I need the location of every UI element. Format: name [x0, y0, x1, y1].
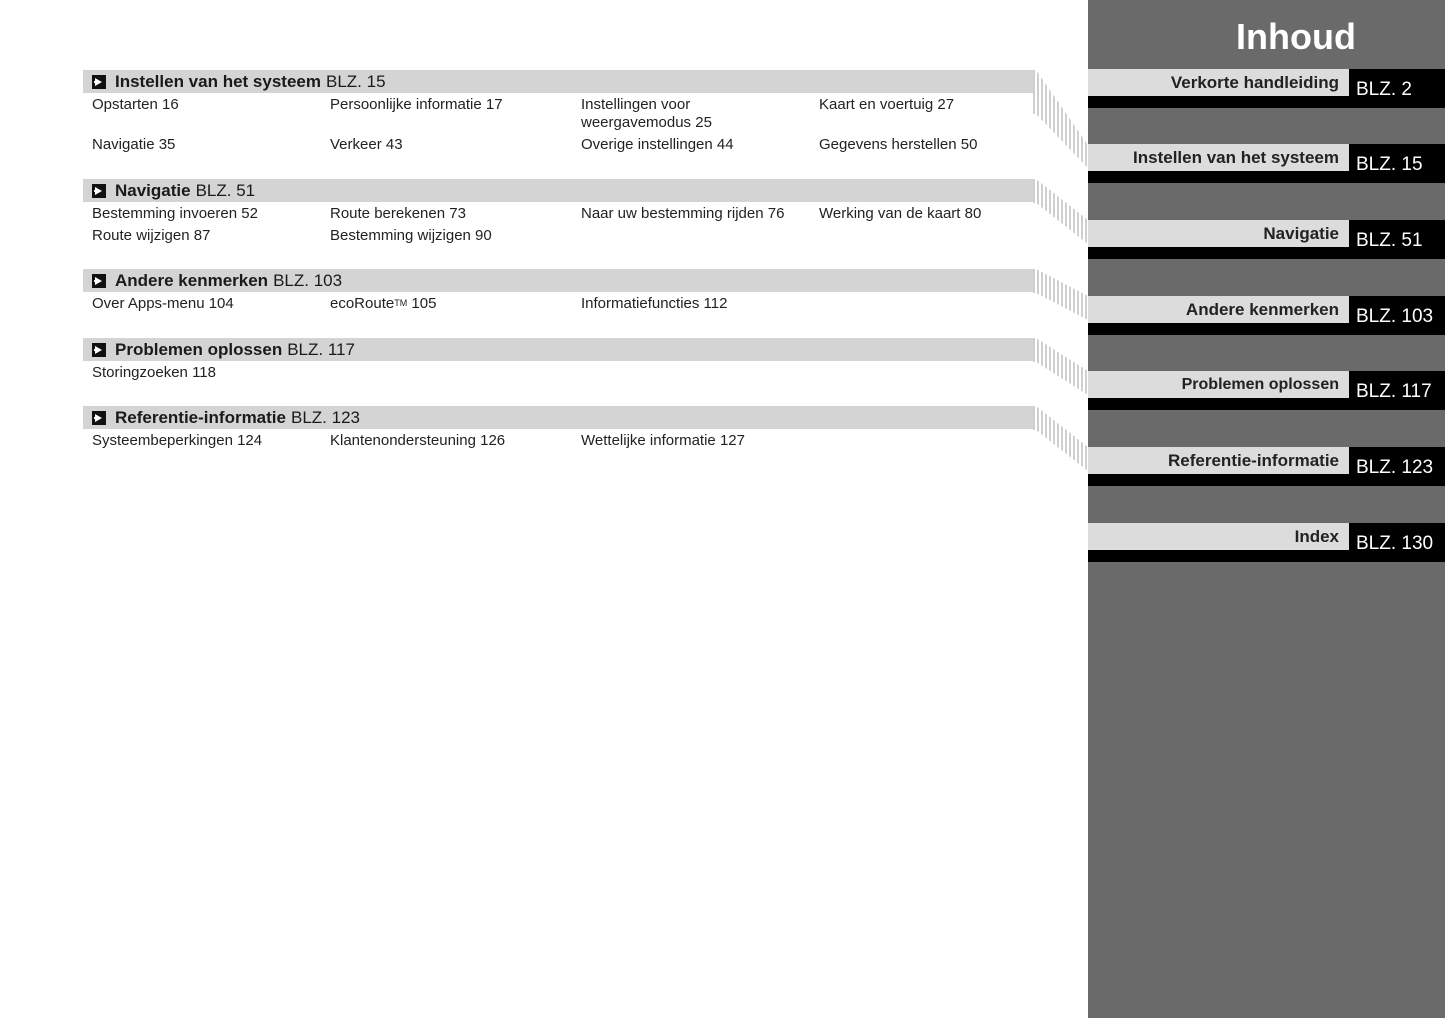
arrow-right-icon [92, 274, 106, 288]
tab-label: Instellen van het systeem [1088, 144, 1349, 171]
tab-referentie-informatie[interactable] [1088, 447, 1445, 486]
sidebar [1088, 0, 1445, 1018]
toc-item-verkeer[interactable]: Verkeer 43 [330, 136, 403, 153]
toc-item-ecoroute-page: 105 [407, 295, 437, 312]
sidebar-title: Inhoud [1236, 16, 1356, 57]
section-title: Andere kenmerken [115, 271, 269, 290]
tab-strip [1088, 323, 1349, 335]
tab-andere-kenmerken[interactable] [1088, 296, 1445, 335]
tab-label: Referentie-informatie [1088, 447, 1349, 474]
toc-item-bestemming-invoeren[interactable]: Bestemming invoeren 52 [92, 205, 258, 222]
connector-section-5 [1033, 406, 1088, 471]
tab-strip [1088, 96, 1349, 108]
connector-stripes [1033, 68, 1089, 478]
toc-item-persoonlijke-informatie[interactable]: Persoonlijke informatie 17 [330, 96, 503, 113]
tab-instellen-van-het-systeem[interactable] [1088, 144, 1445, 183]
section-header[interactable] [83, 70, 1033, 93]
arrow-right-icon [92, 184, 106, 198]
section-problemen-oplossen [83, 338, 1033, 381]
toc-item-klantenondersteuning[interactable]: Klantenondersteuning 126 [330, 432, 506, 449]
section-header[interactable] [83, 406, 1033, 429]
tab-page: BLZ. 123 [1349, 447, 1445, 486]
tab-navigatie[interactable] [1088, 220, 1445, 259]
section-title: Referentie-informatie [115, 408, 286, 427]
section-navigatie [83, 179, 1033, 244]
tab-page: BLZ. 130 [1349, 523, 1445, 562]
section-header[interactable] [83, 179, 1033, 202]
section-page-link[interactable]: BLZ. 123 [290, 408, 360, 427]
toc-item-route-wijzigen[interactable]: Route wijzigen 87 [92, 227, 211, 244]
section-page-link[interactable]: BLZ. 15 [325, 72, 386, 91]
section-title: Problemen oplossen [115, 340, 283, 359]
toc-item-gegevens-herstellen[interactable]: Gegevens herstellen 50 [819, 136, 978, 153]
section-page-link[interactable]: BLZ. 103 [273, 271, 343, 290]
tab-label: Problemen oplossen [1088, 371, 1349, 398]
toc-item-bestemming-wijzigen[interactable]: Bestemming wijzigen 90 [330, 227, 492, 244]
toc-item-navigatie[interactable]: Navigatie 35 [92, 136, 176, 153]
toc-item-kaart-voertuig[interactable]: Kaart en voertuig 27 [819, 96, 955, 113]
section-page-link[interactable]: BLZ. 51 [195, 181, 256, 200]
tab-index[interactable] [1088, 523, 1445, 562]
tab-strip [1088, 398, 1349, 410]
tab-label: Andere kenmerken [1088, 296, 1349, 323]
tab-page: BLZ. 51 [1349, 220, 1445, 259]
toc-item-route-berekenen[interactable]: Route berekenen 73 [330, 205, 466, 222]
tab-label: Index [1088, 523, 1349, 550]
toc-item-opstarten[interactable]: Opstarten 16 [92, 96, 179, 113]
toc-item-ecoroute-text: ecoRoute [330, 295, 395, 312]
connector-section-4 [1033, 338, 1088, 395]
arrow-right-icon [92, 75, 106, 89]
section-referentie-informatie [83, 406, 1033, 449]
section-instellen [83, 70, 1033, 153]
section-page-link[interactable]: BLZ. 117 [287, 340, 355, 359]
tab-strip [1088, 550, 1349, 562]
tab-page: BLZ. 103 [1349, 296, 1445, 335]
connector-section-2 [1033, 179, 1088, 244]
toc-item-werking-kaart[interactable]: Werking van de kaart 80 [819, 205, 982, 222]
section-header[interactable] [83, 269, 1033, 292]
section-title: Navigatie [115, 181, 191, 200]
toc-item-weergavemodus[interactable]: Instellingen voor weergavemodus 25 [581, 96, 712, 131]
toc-item-naar-bestemming-rijden[interactable]: Naar uw bestemming rijden 76 [581, 205, 785, 222]
toc-item-overige-instellingen[interactable]: Overige instellingen 44 [581, 136, 734, 153]
tab-label: Verkorte handleiding [1088, 69, 1349, 96]
toc-item-storingzoeken[interactable]: Storingzoeken 118 [92, 364, 216, 381]
toc-item-systeembeperkingen[interactable]: Systeembeperkingen 124 [92, 432, 263, 449]
tab-verkorte-handleiding[interactable] [1088, 69, 1445, 108]
tab-page: BLZ. 2 [1349, 69, 1445, 108]
connector-section-3 [1033, 269, 1088, 320]
tab-strip [1088, 247, 1349, 259]
toc-item-ecoroute[interactable] [330, 295, 436, 313]
trademark-mark: TM [394, 298, 408, 308]
connector-section-1 [1033, 70, 1088, 168]
toc-item-apps-menu[interactable]: Over Apps-menu 104 [92, 295, 234, 312]
tab-problemen-oplossen[interactable] [1088, 371, 1445, 410]
tab-label: Navigatie [1088, 220, 1349, 247]
tab-strip [1088, 171, 1349, 183]
tab-page: BLZ. 15 [1349, 144, 1445, 183]
section-title: Instellen van het systeem [115, 72, 321, 91]
tab-strip [1088, 474, 1349, 486]
section-header[interactable] [83, 338, 1033, 361]
toc-item-informatiefuncties[interactable]: Informatiefuncties 112 [581, 295, 728, 312]
tab-page: BLZ. 117 [1349, 371, 1445, 410]
arrow-right-icon [92, 343, 106, 357]
arrow-right-icon [92, 411, 106, 425]
section-andere-kenmerken [83, 269, 1033, 312]
toc-item-wettelijke-informatie[interactable]: Wettelijke informatie 127 [581, 432, 745, 449]
